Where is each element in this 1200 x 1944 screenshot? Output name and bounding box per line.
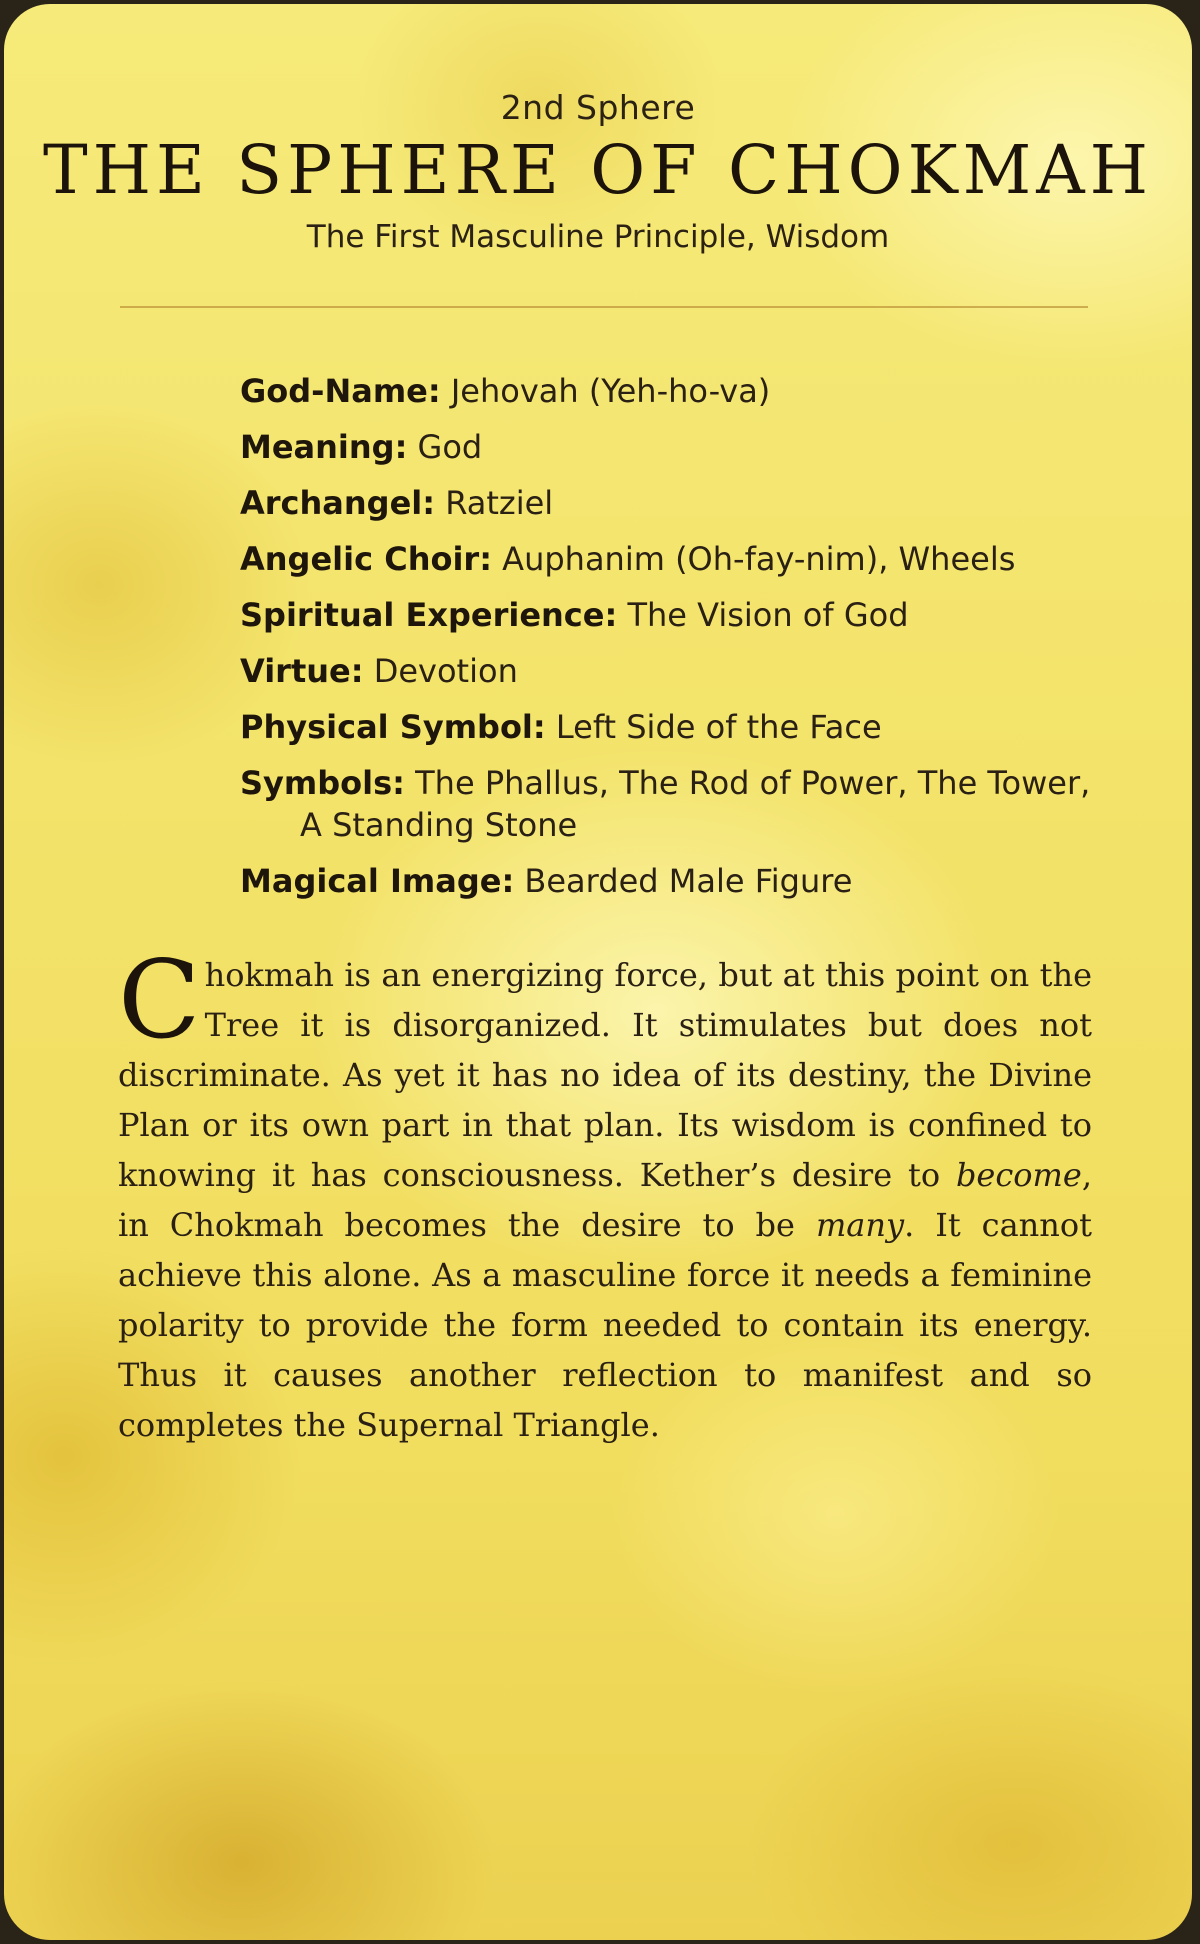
attribute-meaning (240, 426, 1120, 468)
attribute-label: Spiritual Experience: (240, 596, 618, 634)
description-paragraph (118, 938, 1093, 1450)
attribute-label: Magical Image: (240, 862, 515, 900)
attribute-label: Archangel: (240, 484, 436, 522)
emphasis-many: many (815, 1206, 905, 1244)
emphasis-become: become (955, 1156, 1082, 1194)
paragraph-text-3: . It cannot achieve this alone. As a masculine force it needs a feminine polarity to provide the form needed to contain its energy. Thus it causes another reflection to manifest and so completes the Supernal Triangle. (118, 1206, 1093, 1444)
attribute-archangel (240, 482, 1120, 524)
attribute-value: God (417, 428, 483, 466)
attribute-value: Auphanim (Oh-fay-nim), Wheels (502, 540, 1016, 578)
attribute-label: Meaning: (240, 428, 408, 466)
attribute-list (240, 370, 1120, 916)
attribute-label: Symbols: (240, 764, 405, 802)
attribute-virtue (240, 650, 1120, 692)
header-divider (120, 306, 1088, 308)
attribute-label: God-Name: (240, 372, 441, 410)
sphere-card (4, 4, 1192, 1940)
card-subtitle: The First Masculine Principle, Wisdom (306, 219, 890, 255)
attribute-value: Devotion (373, 652, 518, 690)
attribute-value: The Vision of God (627, 596, 909, 634)
attribute-magical-image (240, 860, 1120, 902)
attribute-angelic-choir (240, 538, 1120, 580)
card-title: THE SPHERE OF CHOKMAH (42, 131, 1154, 209)
sphere-number: 2nd Sphere (500, 88, 696, 127)
attribute-value: Bearded Male Figure (524, 862, 853, 900)
card-header (4, 88, 1192, 255)
attribute-symbols (240, 762, 1120, 846)
attribute-physical-symbol (240, 706, 1120, 748)
attribute-label: Physical Symbol: (240, 708, 546, 746)
drop-cap: C (118, 938, 201, 1063)
paragraph-text-1: hokmah is an energizing force, but at this point on the Tree it is disorganized. It stimulates but does not discriminate. As yet it has no idea of its destiny, the Divine Plan or its own part in that plan. Its wisdom is confined to knowing it has consciousness. Kether’s desire to (118, 956, 1092, 1194)
attribute-god-name (240, 370, 1120, 412)
attribute-value: The Phallus, The Rod of Power, The Tower, A Standing Stone (300, 764, 1091, 844)
attribute-spiritual-experience (240, 594, 1120, 636)
attribute-label: Angelic Choir: (240, 540, 492, 578)
attribute-value: Ratziel (445, 484, 554, 522)
attribute-value: Left Side of the Face (555, 708, 882, 746)
attribute-label: Virtue: (240, 652, 364, 690)
paragraph-text-2: , in Chokmah becomes the desire to be (118, 1156, 1092, 1244)
attribute-value: Jehovah (Yeh-ho-va) (450, 372, 771, 410)
